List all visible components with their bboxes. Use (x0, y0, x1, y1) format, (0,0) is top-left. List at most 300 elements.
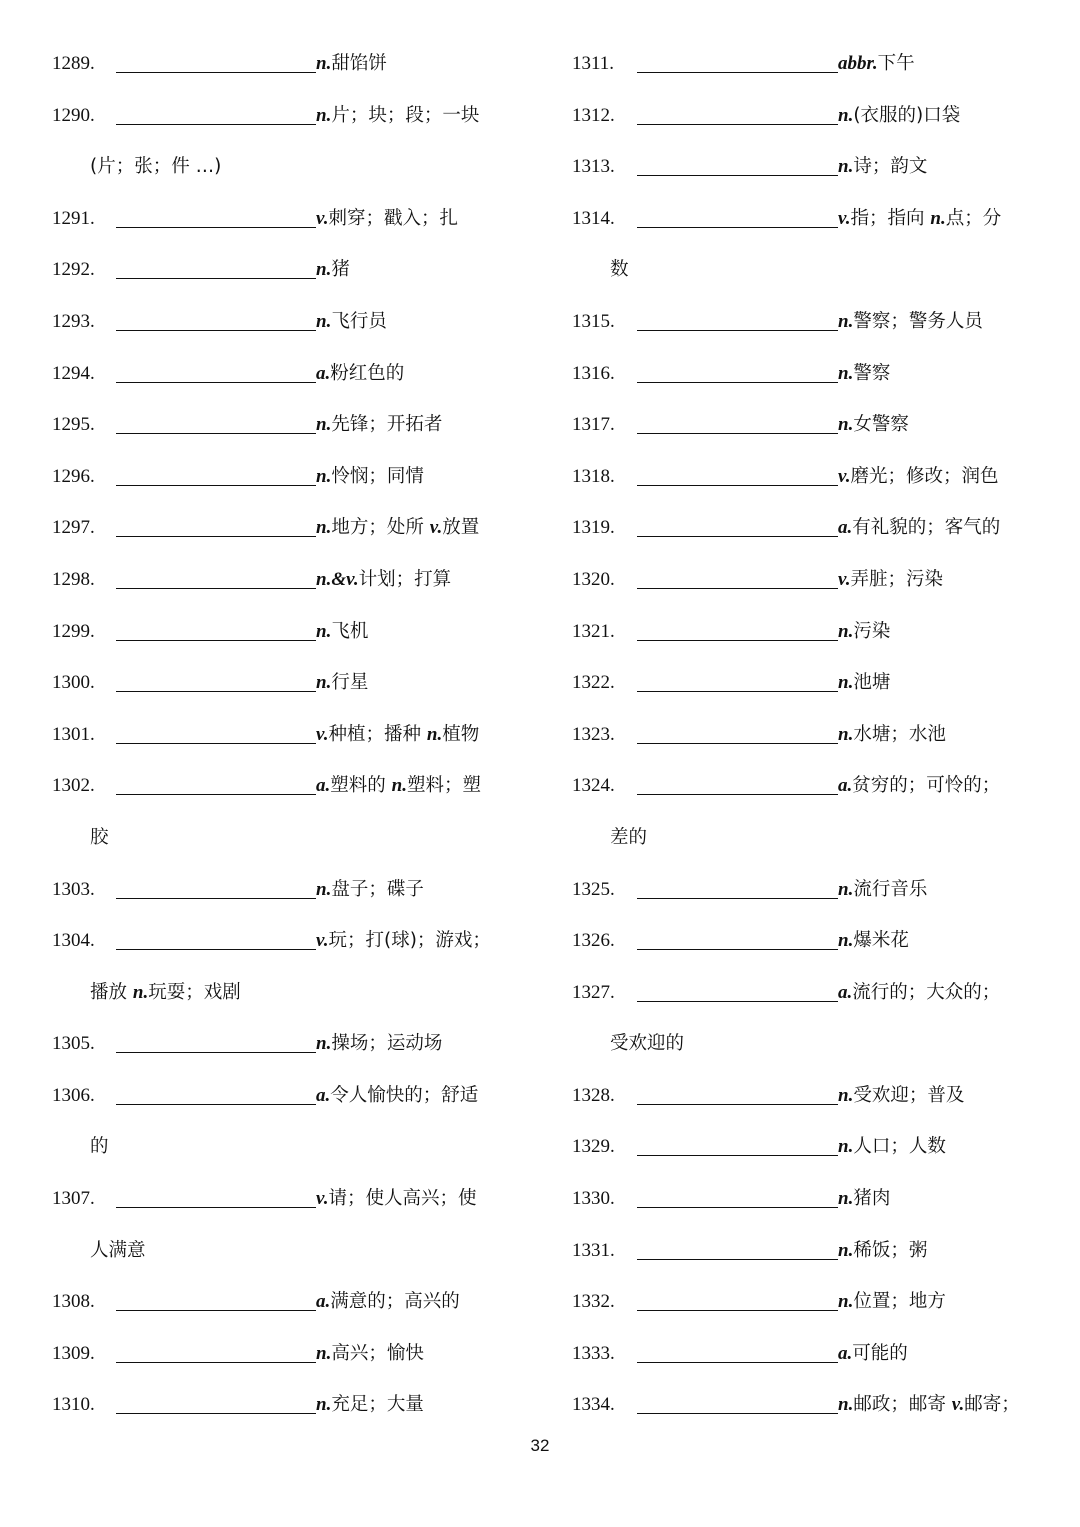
part-of-speech: a. (838, 1342, 853, 1364)
vocab-entry (52, 1379, 517, 1431)
entry-number: 1296. (52, 465, 95, 487)
part-of-speech: n. (838, 1136, 854, 1158)
entry-definition (316, 864, 424, 916)
entry-number: 1330. (572, 1188, 615, 1210)
entry-definition (838, 554, 943, 606)
part-of-speech: n. (316, 414, 332, 436)
entry-number: 1292. (52, 259, 95, 281)
entry-definition (316, 244, 350, 296)
definition-continuation (52, 812, 517, 864)
entry-number: 1314. (572, 207, 615, 229)
entry-definition (316, 1018, 442, 1070)
answer-blank[interactable] (116, 1362, 316, 1363)
entry-definition (838, 657, 890, 709)
answer-blank[interactable] (116, 794, 316, 795)
entry-number: 1291. (52, 207, 95, 229)
entry-definition (316, 657, 368, 709)
vocab-entry (572, 90, 1042, 142)
entry-definition (838, 864, 927, 916)
definition-text: 污染 (853, 620, 891, 642)
vocab-entry (52, 193, 517, 245)
entry-number: 1289. (52, 53, 95, 74)
part-of-speech: n. (132, 981, 149, 1003)
right-column (572, 38, 1042, 1431)
answer-blank[interactable] (637, 72, 838, 73)
part-of-speech: n. (838, 1394, 854, 1416)
definition-text: 弄脏；污染 (850, 568, 943, 590)
answer-blank[interactable] (637, 588, 838, 589)
part-of-speech: a. (838, 517, 853, 539)
part-of-speech: abbr. (838, 53, 878, 74)
entry-definition (838, 1173, 890, 1225)
definition-text: 怜悯；同情 (331, 465, 424, 487)
definition-text: 令人愉快的；舒适 (330, 1084, 479, 1106)
answer-blank[interactable] (637, 124, 838, 125)
definition-continuation (572, 244, 1042, 296)
vocab-entry (52, 709, 517, 761)
answer-blank[interactable] (637, 382, 838, 383)
definition-text: 请；使人高兴；使 (328, 1188, 477, 1210)
entry-definition (838, 1225, 927, 1277)
answer-blank[interactable] (637, 536, 838, 537)
vocab-entry (572, 1276, 1042, 1328)
vocab-entry (52, 90, 517, 142)
definition-text: (衣服的)口袋 (853, 104, 961, 126)
answer-blank[interactable] (116, 1310, 316, 1311)
continuation-text (90, 1121, 109, 1173)
part-of-speech: a. (838, 775, 853, 797)
answer-blank[interactable] (637, 1362, 838, 1363)
definition-text: 下午 (877, 53, 915, 74)
entry-number: 1327. (572, 981, 615, 1003)
entry-definition (838, 399, 909, 451)
definition-text: 池塘 (853, 672, 891, 694)
part-of-speech: a. (316, 775, 331, 797)
vocab-entry (572, 399, 1042, 451)
vocab-entry (572, 760, 1042, 812)
entry-definition (316, 38, 387, 90)
entry-definition (838, 1121, 946, 1173)
answer-blank[interactable] (116, 1413, 316, 1414)
answer-blank[interactable] (116, 949, 316, 950)
entry-definition (838, 502, 1000, 554)
part-of-speech: n. (316, 259, 332, 281)
entry-definition (316, 348, 404, 400)
definition-text: 磨光；修改；润色 (850, 465, 999, 487)
definition-text: 猪肉 (853, 1188, 891, 1210)
entry-number: 1302. (52, 775, 95, 797)
entry-number: 1297. (52, 517, 95, 539)
vocab-entry (572, 451, 1042, 503)
vocab-entry (572, 915, 1042, 967)
entry-definition (838, 451, 999, 503)
entry-number: 1309. (52, 1342, 95, 1364)
definition-text: 受欢迎；普及 (853, 1084, 965, 1106)
answer-blank[interactable] (116, 1104, 316, 1105)
definition-text: 满意的；高兴的 (330, 1291, 460, 1313)
part-of-speech: n. (316, 620, 332, 642)
entry-definition (838, 1379, 1020, 1431)
entry-definition (316, 1379, 424, 1431)
part-of-speech: v. (838, 207, 851, 229)
definition-text: 女警察 (853, 414, 909, 436)
vocab-entry (52, 38, 517, 90)
entry-number: 1325. (572, 878, 615, 900)
part-of-speech: v. (316, 723, 329, 745)
part-of-speech: a. (316, 1291, 331, 1313)
entry-number: 1305. (52, 1033, 95, 1055)
part-of-speech: n. (838, 930, 854, 952)
vocab-entry (572, 1379, 1042, 1431)
entry-number: 1313. (572, 156, 615, 178)
part-of-speech: v. (951, 1394, 965, 1416)
part-of-speech: n. (391, 775, 407, 797)
entry-definition (316, 554, 451, 606)
answer-blank[interactable] (116, 1052, 316, 1053)
vocab-entry (572, 967, 1042, 1019)
part-of-speech: n. (838, 878, 854, 900)
part-of-speech: n. (838, 1291, 854, 1313)
part-of-speech: n. (838, 310, 854, 332)
vocab-entry (572, 1121, 1042, 1173)
definition-text: 的 (90, 1136, 109, 1158)
entry-definition (316, 90, 479, 142)
entry-number: 1332. (572, 1291, 615, 1313)
definition-text: 警察 (853, 362, 891, 384)
answer-blank[interactable] (116, 278, 316, 279)
definition-text: 指；指向 (850, 207, 931, 229)
entry-number: 1315. (572, 310, 615, 332)
answer-blank[interactable] (637, 1001, 838, 1002)
entry-definition (316, 296, 387, 348)
definition-text: 飞行员 (331, 310, 387, 332)
answer-blank[interactable] (116, 227, 316, 228)
entry-number: 1318. (572, 465, 615, 487)
part-of-speech: n. (316, 53, 332, 74)
definition-text: 塑料的 (330, 775, 392, 797)
answer-blank[interactable] (637, 433, 838, 434)
entry-definition (316, 1328, 424, 1380)
entry-number: 1303. (52, 878, 95, 900)
vocab-entry (52, 244, 517, 296)
answer-blank[interactable] (637, 1310, 838, 1311)
entry-definition (316, 915, 491, 967)
continuation-text (610, 1018, 684, 1070)
answer-blank[interactable] (116, 640, 316, 641)
definition-text: 诗；韵文 (853, 156, 928, 178)
entry-number: 1298. (52, 568, 95, 590)
entry-number: 1311. (572, 53, 615, 74)
entry-definition (838, 709, 946, 761)
definition-text: 邮政；邮寄 (853, 1394, 952, 1416)
answer-blank[interactable] (637, 1413, 838, 1414)
continuation-text (90, 141, 221, 193)
vocab-entry (572, 1173, 1042, 1225)
answer-blank[interactable] (637, 949, 838, 950)
part-of-speech: n. (930, 207, 946, 229)
part-of-speech: n. (316, 1394, 332, 1416)
entry-number: 1320. (572, 568, 615, 590)
vocab-entry (572, 502, 1042, 554)
part-of-speech: a. (316, 1084, 331, 1106)
part-of-speech: n. (838, 362, 854, 384)
definition-text: 行星 (331, 672, 369, 694)
vocab-entry (572, 606, 1042, 658)
definition-continuation (572, 812, 1042, 864)
entry-definition (838, 1276, 946, 1328)
entry-definition (838, 348, 890, 400)
entry-definition (838, 193, 1001, 245)
answer-blank[interactable] (637, 691, 838, 692)
entry-definition (838, 967, 1000, 1019)
entry-number: 1331. (572, 1239, 615, 1261)
definition-text: 流行音乐 (853, 878, 928, 900)
entry-number: 1300. (52, 672, 95, 694)
vocab-entry (52, 399, 517, 451)
vocab-entry (572, 1225, 1042, 1277)
answer-blank[interactable] (637, 1259, 838, 1260)
entry-definition (316, 399, 442, 451)
entry-number: 1319. (572, 517, 615, 539)
answer-blank[interactable] (116, 330, 316, 331)
definition-text: 盘子；碟子 (331, 878, 424, 900)
vocab-entry (52, 1018, 517, 1070)
definition-text: 邮寄； (964, 1394, 1020, 1416)
entry-number: 1322. (572, 672, 615, 694)
entry-number: 1301. (52, 723, 95, 745)
definition-text: 贫穷的；可怜的； (852, 775, 1001, 797)
entry-definition (838, 90, 960, 142)
entry-definition (838, 760, 1000, 812)
definition-text: 播放 (90, 981, 133, 1003)
part-of-speech: n. (316, 104, 332, 126)
part-of-speech: n. (316, 672, 332, 694)
entry-definition (316, 1173, 477, 1225)
answer-blank[interactable] (116, 691, 316, 692)
vocab-entry (52, 451, 517, 503)
answer-blank[interactable] (637, 794, 838, 795)
part-of-speech: v. (838, 568, 851, 590)
answer-blank[interactable] (637, 743, 838, 744)
entry-definition (316, 1070, 478, 1122)
entry-number: 1306. (52, 1084, 95, 1106)
part-of-speech: n. (838, 723, 854, 745)
answer-blank[interactable] (637, 640, 838, 641)
answer-blank[interactable] (637, 898, 838, 899)
entry-number: 1324. (572, 775, 615, 797)
entry-number: 1317. (572, 414, 615, 436)
part-of-speech: n. (316, 310, 332, 332)
definition-continuation (572, 1018, 1042, 1070)
entry-definition (316, 193, 458, 245)
definition-text: 玩耍；戏剧 (148, 981, 241, 1003)
definition-text: 流行的；大众的； (852, 981, 1001, 1003)
part-of-speech: a. (838, 981, 853, 1003)
vocab-entry (572, 296, 1042, 348)
definition-text: 地方；处所 (331, 517, 430, 539)
entry-number: 1307. (52, 1188, 95, 1210)
definition-text: 充足；大量 (331, 1394, 424, 1416)
entry-number: 1293. (52, 310, 95, 332)
entry-number: 1333. (572, 1342, 615, 1364)
definition-text: 高兴；愉快 (331, 1342, 424, 1364)
entry-number: 1316. (572, 362, 615, 384)
vocab-entry (572, 1328, 1042, 1380)
definition-text: 计划；打算 (358, 568, 452, 590)
answer-blank[interactable] (637, 330, 838, 331)
vocab-entry (52, 1276, 517, 1328)
part-of-speech: v. (316, 930, 329, 952)
entry-definition (838, 296, 983, 348)
vocab-entry (572, 193, 1042, 245)
vocab-entry (52, 296, 517, 348)
part-of-speech: n. (838, 104, 854, 126)
part-of-speech: n. (316, 1033, 332, 1055)
part-of-speech: n. (838, 1239, 854, 1261)
part-of-speech: a. (316, 362, 331, 384)
continuation-text (610, 244, 629, 296)
vocab-entry (572, 348, 1042, 400)
part-of-speech: v. (316, 207, 329, 229)
vocab-entry (52, 606, 517, 658)
part-of-speech: n. (838, 672, 854, 694)
definition-text: 人口；人数 (853, 1136, 946, 1158)
part-of-speech: n. (316, 465, 332, 487)
entry-number: 1329. (572, 1136, 615, 1158)
continuation-text (90, 1225, 146, 1277)
answer-blank[interactable] (116, 536, 316, 537)
entry-number: 1304. (52, 930, 95, 952)
answer-blank[interactable] (637, 485, 838, 486)
definition-text: 片；块；段；一块 (331, 104, 480, 126)
part-of-speech: n. (838, 156, 854, 178)
entry-definition (838, 38, 915, 90)
answer-blank[interactable] (637, 227, 838, 228)
definition-continuation (52, 1225, 517, 1277)
definition-text: 玩；打(球)；游戏； (328, 930, 491, 952)
vocab-entry (572, 141, 1042, 193)
answer-blank[interactable] (116, 124, 316, 125)
entry-definition (838, 606, 890, 658)
part-of-speech: n. (316, 517, 332, 539)
entry-number: 1308. (52, 1291, 95, 1313)
entry-number: 1334. (572, 1394, 615, 1416)
definition-text: 猪 (331, 259, 350, 281)
answer-blank[interactable] (116, 743, 316, 744)
answer-blank[interactable] (637, 1207, 838, 1208)
entry-number: 1323. (572, 723, 615, 745)
vocab-entry (52, 864, 517, 916)
part-of-speech: n. (838, 414, 854, 436)
vocab-entry (52, 657, 517, 709)
part-of-speech: n. (316, 1342, 332, 1364)
definition-text: 可能的 (852, 1342, 908, 1364)
vocab-entry (52, 915, 517, 967)
definition-continuation (52, 1121, 517, 1173)
definition-text: 粉红色的 (330, 362, 405, 384)
entry-definition (838, 141, 927, 193)
definition-text: 有礼貌的；客气的 (852, 517, 1001, 539)
entry-definition (838, 1328, 908, 1380)
answer-blank[interactable] (116, 485, 316, 486)
definition-text: 操场；运动场 (331, 1033, 443, 1055)
answer-blank[interactable] (637, 1104, 838, 1105)
answer-blank[interactable] (116, 1207, 316, 1208)
definition-text: 甜馅饼 (331, 53, 387, 74)
vocab-entry (52, 1173, 517, 1225)
entry-definition (316, 451, 424, 503)
vocab-entry (572, 657, 1042, 709)
answer-blank[interactable] (116, 433, 316, 434)
definition-text: 种植；播种 (328, 723, 427, 745)
part-of-speech: v. (429, 517, 443, 539)
definition-text: 数 (610, 259, 629, 281)
definition-text: (片；张；件 …) (90, 156, 222, 178)
entry-definition (838, 1070, 964, 1122)
entry-number: 1294. (52, 362, 95, 384)
entry-number: 1299. (52, 620, 95, 642)
entry-number: 1295. (52, 414, 95, 436)
definition-text: 稀饭；粥 (853, 1239, 928, 1261)
answer-blank[interactable] (116, 72, 316, 73)
definition-text: 差的 (610, 826, 648, 848)
vocab-entry (572, 38, 1042, 90)
vocab-entry (52, 1070, 517, 1122)
entry-number: 1290. (52, 104, 95, 126)
vocab-entry (572, 864, 1042, 916)
left-column (52, 38, 517, 1431)
definition-text: 水塘；水池 (853, 723, 946, 745)
vocab-entry (52, 348, 517, 400)
part-of-speech: n.&v. (316, 568, 359, 590)
entry-number: 1321. (572, 620, 615, 642)
part-of-speech: n. (838, 620, 854, 642)
answer-blank[interactable] (116, 382, 316, 383)
part-of-speech: v. (838, 465, 851, 487)
vocab-entry (572, 554, 1042, 606)
definition-text: 胶 (90, 826, 109, 848)
definition-text: 点；分 (945, 207, 1002, 229)
vocab-entry (52, 502, 517, 554)
entry-definition (316, 606, 368, 658)
vocab-entry (52, 1328, 517, 1380)
definition-text: 飞机 (331, 620, 369, 642)
entry-number: 1312. (572, 104, 615, 126)
definition-text: 警察；警务人员 (853, 310, 983, 332)
answer-blank[interactable] (637, 175, 838, 176)
definition-text: 位置；地方 (853, 1291, 946, 1313)
answer-blank[interactable] (116, 588, 316, 589)
entry-definition (316, 502, 479, 554)
part-of-speech: n. (316, 878, 332, 900)
definition-text: 人满意 (90, 1239, 146, 1261)
page-number: 32 (530, 1436, 550, 1455)
entry-definition (316, 1276, 460, 1328)
vocab-entry (52, 554, 517, 606)
entry-number: 1326. (572, 930, 615, 952)
vocab-entry (572, 1070, 1042, 1122)
entry-number: 1310. (52, 1394, 95, 1416)
answer-blank[interactable] (116, 898, 316, 899)
vocab-entry (52, 760, 517, 812)
part-of-speech: v. (316, 1188, 329, 1210)
part-of-speech: n. (426, 723, 443, 745)
entry-definition (316, 709, 479, 761)
definition-text: 先锋；开拓者 (331, 414, 443, 436)
definition-text: 植物 (442, 723, 480, 745)
answer-blank[interactable] (637, 1155, 838, 1156)
part-of-speech: n. (838, 1188, 854, 1210)
